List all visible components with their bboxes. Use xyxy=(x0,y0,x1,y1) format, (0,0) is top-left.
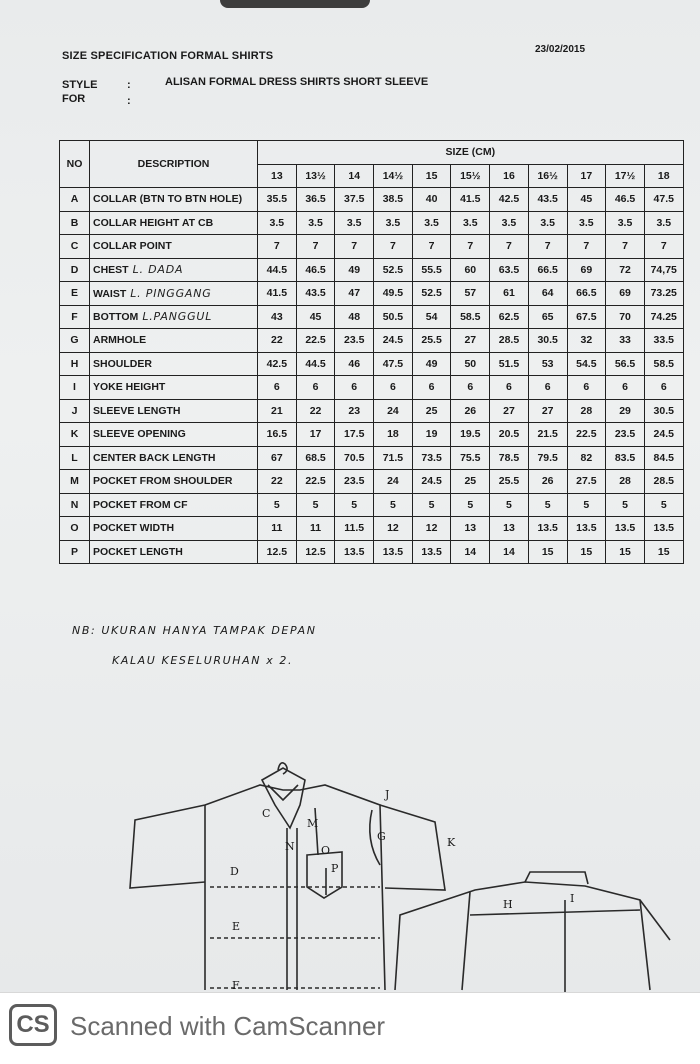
row-description xyxy=(90,493,258,517)
right-sleeve xyxy=(380,805,445,890)
table-cell: 7 xyxy=(296,235,335,259)
row-description-text: WAIST xyxy=(93,287,127,300)
table-cell: 47.5 xyxy=(644,188,683,212)
table-cell: 24 xyxy=(374,470,413,494)
table-cell: 42.5 xyxy=(258,352,297,376)
table-cell: 71.5 xyxy=(374,446,413,470)
table-row xyxy=(60,188,684,212)
row-description xyxy=(90,188,258,212)
table-cell: 3.5 xyxy=(490,211,529,235)
table-cell: 58.5 xyxy=(644,352,683,376)
table-cell: 25 xyxy=(451,470,490,494)
table-cell: 28 xyxy=(567,399,606,423)
table-cell: 23.5 xyxy=(335,470,374,494)
table-cell: 22.5 xyxy=(296,470,335,494)
table-cell: 22.5 xyxy=(296,329,335,353)
row-description xyxy=(90,258,258,282)
table-cell: 6 xyxy=(567,376,606,400)
row-description-text: SHOULDER xyxy=(93,357,152,370)
table-cell: 24.5 xyxy=(644,423,683,447)
table-cell: 3.5 xyxy=(258,211,297,235)
table-cell: 13 xyxy=(490,517,529,541)
table-cell: 6 xyxy=(335,376,374,400)
table-cell: 67 xyxy=(258,446,297,470)
row-description-text: POCKET FROM SHOULDER xyxy=(93,475,233,488)
table-row xyxy=(60,517,684,541)
table-cell: 11 xyxy=(258,517,297,541)
table-cell: 73.5 xyxy=(412,446,451,470)
table-cell: 24 xyxy=(374,399,413,423)
table-cell: 15 xyxy=(567,540,606,564)
table-cell: 7 xyxy=(374,235,413,259)
yoke-line xyxy=(470,910,640,915)
table-cell: 22.5 xyxy=(567,423,606,447)
table-cell: 54.5 xyxy=(567,352,606,376)
table-cell: 23.5 xyxy=(606,423,645,447)
shirt-diagram xyxy=(0,750,700,992)
table-cell: 26 xyxy=(528,470,567,494)
table-cell: 6 xyxy=(528,376,567,400)
table-cell: 79.5 xyxy=(528,446,567,470)
table-cell: 6 xyxy=(451,376,490,400)
table-cell: 46.5 xyxy=(296,258,335,282)
table-cell: 70.5 xyxy=(335,446,374,470)
table-cell: 55.5 xyxy=(412,258,451,282)
row-description-text: CENTER BACK LENGTH xyxy=(93,451,216,464)
table-cell: 3.5 xyxy=(644,211,683,235)
table-cell: 37.5 xyxy=(335,188,374,212)
table-cell: 7 xyxy=(490,235,529,259)
table-row xyxy=(60,540,684,564)
table-cell: 16.5 xyxy=(258,423,297,447)
table-cell: 51.5 xyxy=(490,352,529,376)
size-column-header: 14½ xyxy=(374,164,413,188)
table-cell: 44.5 xyxy=(258,258,297,282)
row-description-text: SLEEVE OPENING xyxy=(93,428,186,441)
pocket-from-shoulder xyxy=(315,808,318,855)
table-cell: 6 xyxy=(606,376,645,400)
diagram-label-p: P xyxy=(331,862,339,875)
camscanner-text: Scanned with CamScanner xyxy=(70,1011,386,1041)
table-cell: 13.5 xyxy=(644,517,683,541)
row-description-text: CHEST xyxy=(93,264,129,277)
table-cell: 3.5 xyxy=(451,211,490,235)
table-cell: 29 xyxy=(606,399,645,423)
table-row xyxy=(60,282,684,306)
row-code: N xyxy=(60,493,90,517)
table-cell: 3.5 xyxy=(335,211,374,235)
row-code: K xyxy=(60,423,90,447)
row-description-text: BOTTOM xyxy=(93,311,139,324)
left-sleeve xyxy=(130,805,205,888)
row-description-text: ARMHOLE xyxy=(93,334,147,347)
table-cell: 66.5 xyxy=(567,282,606,306)
table-cell: 45 xyxy=(567,188,606,212)
table-cell: 5 xyxy=(490,493,529,517)
table-cell: 13.5 xyxy=(567,517,606,541)
size-column-header: 13½ xyxy=(296,164,335,188)
table-cell: 15 xyxy=(606,540,645,564)
table-cell: 17.5 xyxy=(335,423,374,447)
size-column-header: 13 xyxy=(258,164,297,188)
table-cell: 27 xyxy=(490,399,529,423)
diagram-label-g: G xyxy=(377,830,386,843)
table-cell: 19.5 xyxy=(451,423,490,447)
row-code: P xyxy=(60,540,90,564)
row-description xyxy=(90,282,258,306)
table-cell: 11.5 xyxy=(335,517,374,541)
table-cell: 27 xyxy=(528,399,567,423)
table-cell: 3.5 xyxy=(296,211,335,235)
table-cell: 6 xyxy=(644,376,683,400)
header-size: SIZE (CM) xyxy=(258,141,684,165)
table-row xyxy=(60,211,684,235)
row-code: J xyxy=(60,399,90,423)
row-description-text: COLLAR (BTN TO BTN HOLE) xyxy=(93,193,243,206)
table-cell: 65 xyxy=(528,305,567,329)
table-cell: 54 xyxy=(412,305,451,329)
table-cell: 60 xyxy=(451,258,490,282)
diagram-label-i: I xyxy=(570,892,575,905)
row-description-text: YOKE HEIGHT xyxy=(93,381,166,394)
table-cell: 22 xyxy=(258,470,297,494)
row-description-text: POCKET FROM CF xyxy=(93,498,188,511)
shirt-back-outline xyxy=(395,882,670,990)
table-cell: 73.25 xyxy=(644,282,683,306)
note-line-1: NB: UKURAN HANYA TAMPAK DEPAN xyxy=(72,624,317,637)
table-cell: 6 xyxy=(412,376,451,400)
table-cell: 12 xyxy=(374,517,413,541)
table-cell: 28.5 xyxy=(490,329,529,353)
row-description xyxy=(90,376,258,400)
table-cell: 6 xyxy=(296,376,335,400)
table-cell: 70 xyxy=(606,305,645,329)
row-code: E xyxy=(60,282,90,306)
table-cell: 13 xyxy=(451,517,490,541)
row-description-text: POCKET WIDTH xyxy=(93,522,175,535)
table-row xyxy=(60,399,684,423)
table-cell: 32 xyxy=(567,329,606,353)
table-cell: 38.5 xyxy=(374,188,413,212)
size-column-header: 16½ xyxy=(528,164,567,188)
row-description xyxy=(90,305,258,329)
table-cell: 5 xyxy=(567,493,606,517)
table-cell: 35.5 xyxy=(258,188,297,212)
back-sleeve-seam xyxy=(462,892,470,990)
table-row xyxy=(60,235,684,259)
table-cell: 30.5 xyxy=(644,399,683,423)
size-column-header: 18 xyxy=(644,164,683,188)
back-side xyxy=(640,900,650,990)
table-cell: 23.5 xyxy=(335,329,374,353)
table-cell: 13.5 xyxy=(606,517,645,541)
table-cell: 26 xyxy=(451,399,490,423)
table-cell: 27 xyxy=(451,329,490,353)
table-cell: 69 xyxy=(567,258,606,282)
row-code: O xyxy=(60,517,90,541)
header-description: DESCRIPTION xyxy=(90,141,258,188)
row-code: C xyxy=(60,235,90,259)
table-cell: 5 xyxy=(451,493,490,517)
document-title: SIZE SPECIFICATION FORMAL SHIRTS xyxy=(62,50,274,62)
table-cell: 5 xyxy=(296,493,335,517)
table-cell: 46.5 xyxy=(606,188,645,212)
note-line-2: KALAU KESELURUHAN x 2. xyxy=(112,654,294,667)
diagram-label-h: H xyxy=(503,898,513,911)
table-cell: 5 xyxy=(528,493,567,517)
row-description xyxy=(90,470,258,494)
table-row xyxy=(60,305,684,329)
row-code: D xyxy=(60,258,90,282)
table-cell: 13.5 xyxy=(374,540,413,564)
handwritten-note: L. PINGGANG xyxy=(130,286,212,300)
table-cell: 66.5 xyxy=(528,258,567,282)
size-spec-table xyxy=(59,140,684,564)
table-cell: 83.5 xyxy=(606,446,645,470)
table-cell: 30.5 xyxy=(528,329,567,353)
diagram-label-c: C xyxy=(262,807,271,820)
row-description xyxy=(90,352,258,376)
table-cell: 14 xyxy=(451,540,490,564)
row-code: G xyxy=(60,329,90,353)
for-label: FOR xyxy=(62,93,86,105)
table-cell: 57 xyxy=(451,282,490,306)
table-cell: 13.5 xyxy=(528,517,567,541)
table-cell: 6 xyxy=(258,376,297,400)
table-cell: 6 xyxy=(374,376,413,400)
table-cell: 11 xyxy=(296,517,335,541)
table-cell: 18 xyxy=(374,423,413,447)
size-column-header: 14 xyxy=(335,164,374,188)
row-description xyxy=(90,399,258,423)
style-label: STYLE xyxy=(62,79,98,91)
diagram-label-d: D xyxy=(230,865,239,878)
diagram-label-n: N xyxy=(285,840,295,853)
table-row xyxy=(60,423,684,447)
table-cell: 23 xyxy=(335,399,374,423)
size-column-header: 17½ xyxy=(606,164,645,188)
table-cell: 43.5 xyxy=(296,282,335,306)
table-cell: 21 xyxy=(258,399,297,423)
diagram-label-j: J xyxy=(385,788,390,801)
table-cell: 3.5 xyxy=(528,211,567,235)
table-cell: 7 xyxy=(412,235,451,259)
diagram-label-f: F xyxy=(232,979,240,992)
table-cell: 64 xyxy=(528,282,567,306)
table-cell: 78.5 xyxy=(490,446,529,470)
row-description xyxy=(90,211,258,235)
diagram-label-m: M xyxy=(307,817,319,830)
table-cell: 7 xyxy=(567,235,606,259)
table-cell: 12 xyxy=(412,517,451,541)
table-cell: 41.5 xyxy=(451,188,490,212)
table-cell: 74.25 xyxy=(644,305,683,329)
size-column-header: 15½ xyxy=(451,164,490,188)
table-cell: 50.5 xyxy=(374,305,413,329)
table-cell: 28 xyxy=(606,470,645,494)
table-cell: 33.5 xyxy=(644,329,683,353)
row-code: I xyxy=(60,376,90,400)
camscanner-logo: CS xyxy=(9,1004,57,1046)
row-code: L xyxy=(60,446,90,470)
table-cell: 47 xyxy=(335,282,374,306)
table-cell: 45 xyxy=(296,305,335,329)
row-code: F xyxy=(60,305,90,329)
table-row xyxy=(60,446,684,470)
size-column-header: 17 xyxy=(567,164,606,188)
header-no: NO xyxy=(60,141,90,188)
table-cell: 36.5 xyxy=(296,188,335,212)
table-cell: 52.5 xyxy=(412,282,451,306)
table-cell: 7 xyxy=(451,235,490,259)
table-cell: 3.5 xyxy=(412,211,451,235)
table-cell: 43.5 xyxy=(528,188,567,212)
row-description xyxy=(90,446,258,470)
for-colon: : xyxy=(127,95,131,107)
handwritten-note: L. DADA xyxy=(132,263,184,277)
table-cell: 5 xyxy=(258,493,297,517)
size-column-header: 16 xyxy=(490,164,529,188)
table-cell: 5 xyxy=(335,493,374,517)
table-cell: 44.5 xyxy=(296,352,335,376)
row-code: B xyxy=(60,211,90,235)
table-cell: 42.5 xyxy=(490,188,529,212)
table-row xyxy=(60,258,684,282)
table-cell: 69 xyxy=(606,282,645,306)
table-row xyxy=(60,329,684,353)
scanner-footer xyxy=(0,992,700,1064)
table-cell: 7 xyxy=(258,235,297,259)
table-cell: 21.5 xyxy=(528,423,567,447)
table-cell: 49 xyxy=(412,352,451,376)
table-cell: 5 xyxy=(606,493,645,517)
table-cell: 3.5 xyxy=(606,211,645,235)
table-cell: 48 xyxy=(335,305,374,329)
table-cell: 58.5 xyxy=(451,305,490,329)
table-cell: 7 xyxy=(528,235,567,259)
table-cell: 5 xyxy=(644,493,683,517)
row-code: M xyxy=(60,470,90,494)
table-cell: 50 xyxy=(451,352,490,376)
table-cell: 14 xyxy=(490,540,529,564)
table-cell: 84.5 xyxy=(644,446,683,470)
table-cell: 43 xyxy=(258,305,297,329)
table-cell: 62.5 xyxy=(490,305,529,329)
table-cell: 33 xyxy=(606,329,645,353)
row-code: H xyxy=(60,352,90,376)
table-cell: 12.5 xyxy=(296,540,335,564)
diagram-label-k: K xyxy=(447,836,456,849)
row-description xyxy=(90,329,258,353)
table-row xyxy=(60,470,684,494)
table-cell: 47.5 xyxy=(374,352,413,376)
table-cell: 5 xyxy=(412,493,451,517)
pocket xyxy=(307,852,342,898)
row-description xyxy=(90,235,258,259)
row-description xyxy=(90,517,258,541)
row-description xyxy=(90,423,258,447)
size-column-header: 15 xyxy=(412,164,451,188)
table-row xyxy=(60,493,684,517)
table-cell: 6 xyxy=(490,376,529,400)
table-cell: 25.5 xyxy=(490,470,529,494)
diagram-label-o: O xyxy=(321,844,331,857)
row-code: A xyxy=(60,188,90,212)
row-description-text: POCKET LENGTH xyxy=(93,545,183,558)
row-description-text: SLEEVE LENGTH xyxy=(93,404,181,417)
table-cell: 24.5 xyxy=(374,329,413,353)
table-cell: 3.5 xyxy=(567,211,606,235)
table-row xyxy=(60,352,684,376)
table-cell: 56.5 xyxy=(606,352,645,376)
style-colon: : xyxy=(127,79,131,91)
table-cell: 46 xyxy=(335,352,374,376)
table-cell: 68.5 xyxy=(296,446,335,470)
table-row xyxy=(60,376,684,400)
table-cell: 40 xyxy=(412,188,451,212)
row-description xyxy=(90,540,258,564)
table-cell: 3.5 xyxy=(374,211,413,235)
table-cell: 24.5 xyxy=(412,470,451,494)
table-cell: 7 xyxy=(606,235,645,259)
table-cell: 28.5 xyxy=(644,470,683,494)
handwritten-note: L.PANGGUL xyxy=(142,310,213,324)
table-cell: 49 xyxy=(335,258,374,282)
table-cell: 17 xyxy=(296,423,335,447)
table-cell: 72 xyxy=(606,258,645,282)
row-description-text: COLLAR POINT xyxy=(93,240,172,253)
table-cell: 63.5 xyxy=(490,258,529,282)
table-cell: 20.5 xyxy=(490,423,529,447)
table-cell: 13.5 xyxy=(335,540,374,564)
table-cell: 13.5 xyxy=(412,540,451,564)
table-cell: 53 xyxy=(528,352,567,376)
table-cell: 22 xyxy=(296,399,335,423)
diagram-label-e: E xyxy=(232,920,241,933)
table-cell: 25 xyxy=(412,399,451,423)
table-cell: 7 xyxy=(335,235,374,259)
table-cell: 74,75 xyxy=(644,258,683,282)
table-cell: 12.5 xyxy=(258,540,297,564)
scan-shadow xyxy=(220,0,370,8)
table-cell: 67.5 xyxy=(567,305,606,329)
table-cell: 41.5 xyxy=(258,282,297,306)
style-value: ALISAN FORMAL DRESS SHIRTS SHORT SLEEVE xyxy=(165,76,429,88)
table-cell: 22 xyxy=(258,329,297,353)
table-cell: 52.5 xyxy=(374,258,413,282)
table-cell: 49.5 xyxy=(374,282,413,306)
table-cell: 15 xyxy=(644,540,683,564)
document-date: 23/02/2015 xyxy=(535,44,586,55)
table-cell: 75.5 xyxy=(451,446,490,470)
table-cell: 25.5 xyxy=(412,329,451,353)
table-cell: 7 xyxy=(644,235,683,259)
table-cell: 82 xyxy=(567,446,606,470)
table-cell: 27.5 xyxy=(567,470,606,494)
table-cell: 5 xyxy=(374,493,413,517)
row-description-text: COLLAR HEIGHT AT CB xyxy=(93,216,214,229)
table-cell: 15 xyxy=(528,540,567,564)
table-cell: 19 xyxy=(412,423,451,447)
table-cell: 61 xyxy=(490,282,529,306)
